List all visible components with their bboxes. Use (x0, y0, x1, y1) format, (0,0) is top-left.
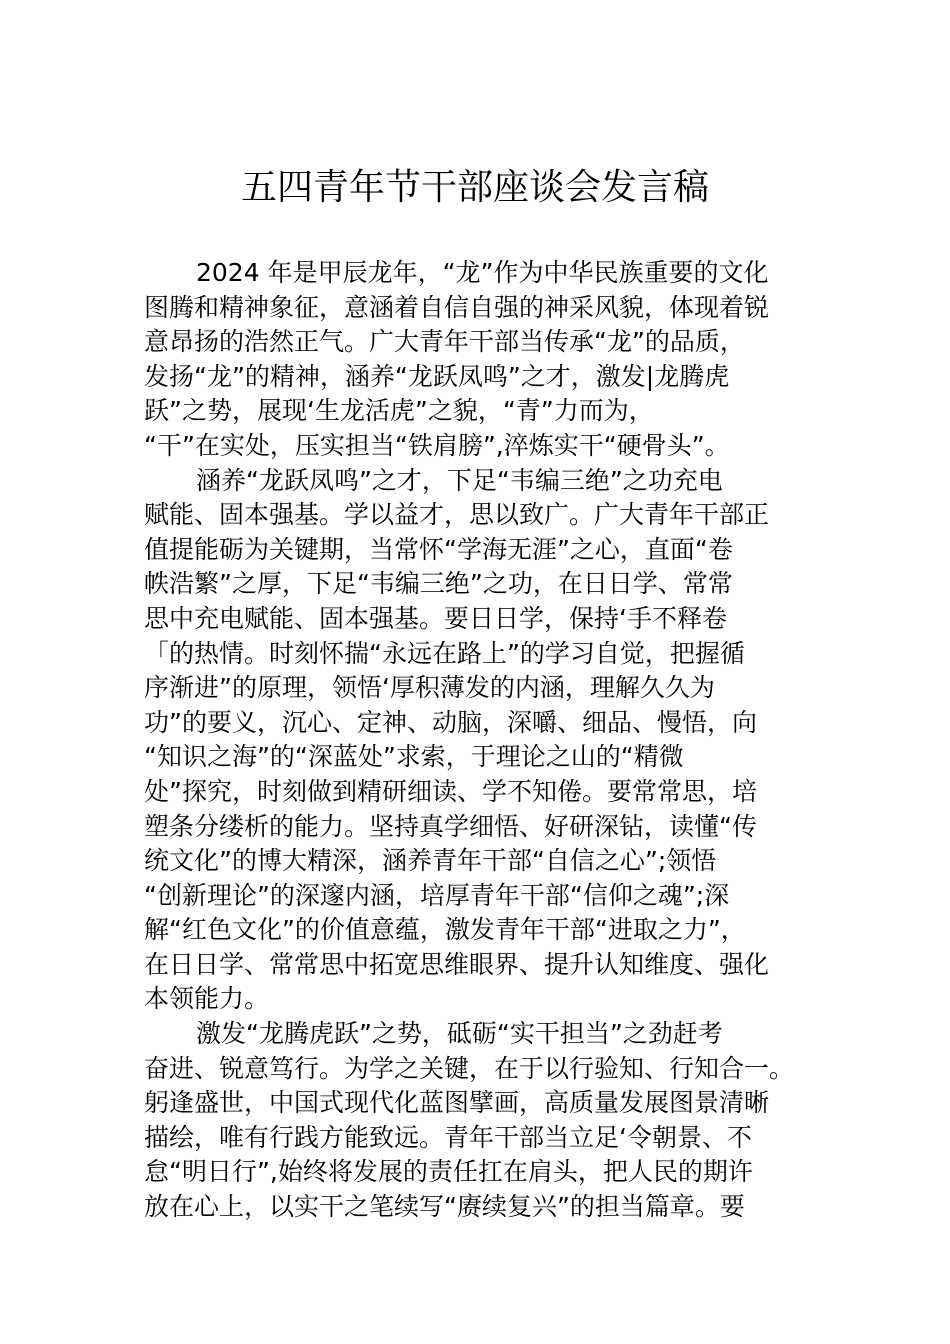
paragraph-line: 「的热情。时刻怀揣“永远在路上”的学习自觉，把握循 (144, 638, 745, 668)
paragraph-line: 塑条分缕析的能力。坚持真学细悟、好研深钻，读懂“传 (144, 811, 757, 841)
document-body (144, 256, 816, 1225)
paragraph-line: 怠“明日行”,始终将发展的责任扛在肩头，把人民的期许 (144, 1157, 753, 1187)
paragraph-line: 处”探究，时刻做到精研细读、学不知倦。要常常思，培 (144, 776, 757, 806)
paragraph-line: 解“红色文化”的价值意蕴，激发青年干部“进取之力”， (144, 915, 746, 945)
paragraph-line: “创新理论”的深邃内涵，培厚青年干部“信仰之魂”;深 (144, 880, 730, 910)
paragraph-line: 描绘，唯有行践方能致远。青年干部当立足‘令朝景、不 (144, 1122, 752, 1152)
paragraph-line: 序渐进”的原理，领悟‘厚积薄发的内涵，理解久久为 (144, 673, 715, 703)
paragraph-line: 激发“龙腾虎跃”之势，砥砺“实干担当”之劲赶考 (196, 1019, 723, 1049)
paragraph-line: 图腾和精神象征，意涵着自信自强的神采风貌，体现着锐 (144, 292, 770, 322)
paragraph-line: 思中充电赋能、固本强基。要日日学，保持‘手不释卷 (144, 603, 727, 633)
paragraph-line: 统文化”的博大精深，涵养青年干部“自信之心”;领悟 (144, 846, 717, 876)
paragraph-line: 2024 年是甲辰龙年，“龙”作为中华民族重要的文化 (196, 258, 769, 287)
paragraph-line: 奋进、锐意笃行。为学之关键，在于以行验知、行知合一。 (144, 1053, 795, 1083)
paragraph-line: “干”在实处，压实担当“铁肩膀”,淬炼实干“硬骨头”。 (144, 430, 730, 460)
paragraph-line: 在日日学、常常思中拓宽思维眼界、提升认知维度、强化 (144, 949, 770, 979)
paragraph-line: 涵养“龙跃凤鸣”之才，下足“韦编三绝”之功充电 (196, 465, 723, 495)
paragraph-3 (144, 1017, 816, 1225)
paragraph-line: 跃”之势，展现‘生龙活虎”之貌，“青”力而为， (144, 396, 654, 426)
paragraph-line: “知识之海”的“深蓝处”求索，于理论之山的“精微 (144, 742, 684, 772)
paragraph-line: 躬逢盛世，中国式现代化蓝图擘画，高质量发展图景清晰 (144, 1088, 770, 1118)
paragraph-line: 赋能、固本强基。学以益才，思以致广。广大青年干部正 (144, 500, 770, 530)
paragraph-line: 值提能砺为关键期，当常怀“学海无涯”之心，直面“卷 (144, 534, 733, 564)
document-title: 五四青年节干部座谈会发言稿 (240, 167, 709, 208)
paragraph-line: 本领能力。 (144, 984, 270, 1014)
paragraph-line: 帙浩繁”之厚，下足“韦编三绝”之功，在日日学、常常 (144, 569, 733, 599)
paragraph-line: 放在心上，以实干之笔续写“赓续复兴”的担当篇章。要 (144, 1192, 745, 1222)
paragraph-line: 意昂扬的浩然正气。广大青年干部当传承“龙”的品质， (144, 327, 745, 357)
paragraph-line: 功”的要义，沉心、定神、动脑，深嚼、细品、慢悟，向 (144, 707, 757, 737)
paragraph-2 (144, 464, 816, 1018)
paragraph-1 (144, 256, 816, 464)
paragraph-line: 发扬“龙”的精神，涵养“龙跃凤鸣”之才，激发|龙腾虎 (144, 361, 730, 391)
